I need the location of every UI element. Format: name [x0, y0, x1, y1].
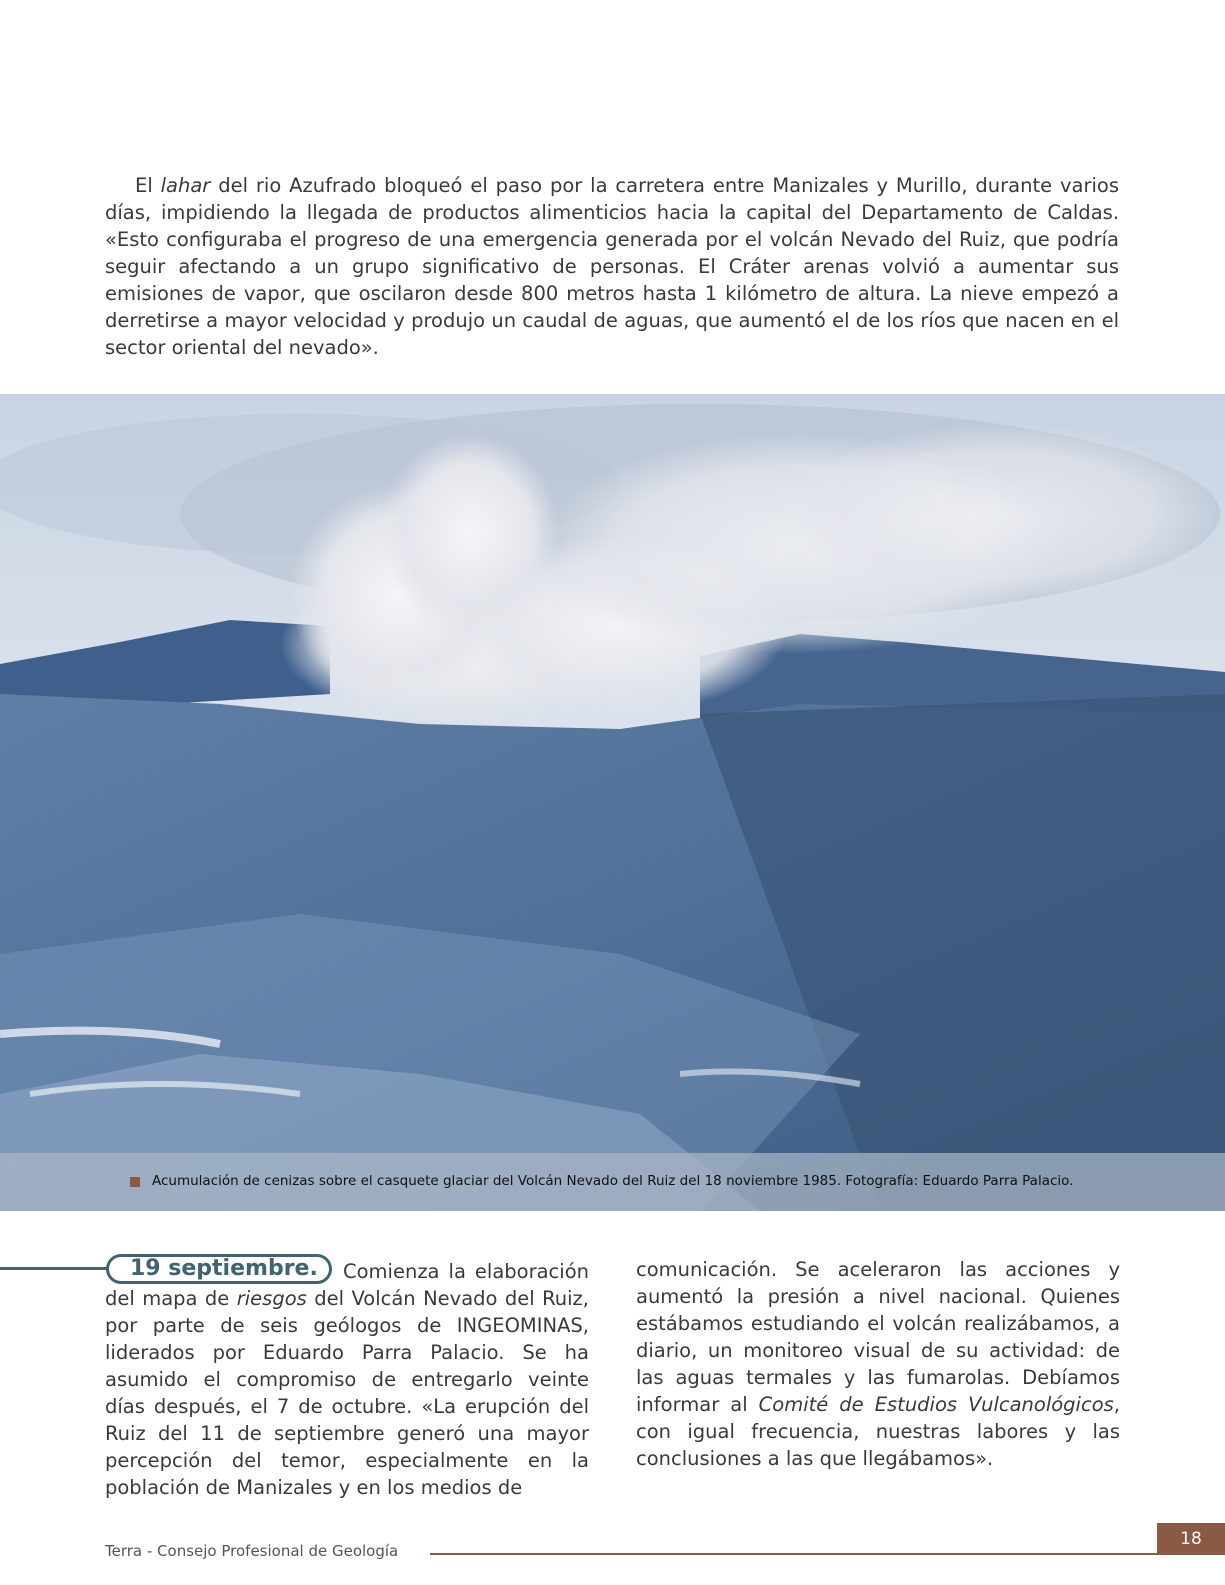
caption-bullet	[130, 1177, 140, 1187]
right-text-rest: , con igual frecuencia, nuestras labores y las conclusiones a las que llegábamos».	[636, 1393, 1120, 1470]
footer-publication: Terra - Consejo Profesional de Geología	[105, 1542, 399, 1560]
volcano-photo	[0, 394, 1225, 1211]
left-emphasis: riesgos	[236, 1287, 307, 1310]
intro-paragraph	[105, 172, 1119, 361]
left-text-rest: del Volcán Nevado del Ruiz, por parte de seis geólogos de INGEOMINAS, liderados por Eduardo Parra Palacio. Se ha asumido el compromiso de entregarlo veinte días después, el 7 de octubre. «La erupción del Ruiz del 11 de septiembre generó una mayor percepción del temor, especialmente en la población de Manizales y en los medios de	[105, 1287, 589, 1499]
right-text-start: comunicación. Se aceleraron las acciones y aumentó la presión a nivel nacional. Quienes estábamos estudiando el volcán realizábamos, a diario, un monitoreo visual de su actividad: de las aguas termales y las fumarolas. Debíamos informar al	[636, 1258, 1120, 1416]
right-column-text	[636, 1256, 1120, 1472]
page-number: 18	[1180, 1529, 1202, 1549]
footer-rule	[430, 1553, 1157, 1555]
left-text-start: Comienza la elaboración del mapa de	[105, 1260, 589, 1310]
photo-caption: Acumulación de cenizas sobre el casquete glaciar del Volcán Nevado del Ruiz del 18 noviembre 1985. Fotografía: Eduardo Parra Palacio.	[152, 1173, 1074, 1189]
intro-emphasis: lahar	[160, 174, 211, 197]
right-emphasis: Comité de Estudios Vulcanológicos	[758, 1393, 1114, 1416]
left-column-text	[105, 1258, 589, 1501]
date-heading: 19 septiembre.	[130, 1256, 318, 1281]
intro-text-rest: del rio Azufrado bloqueó el paso por la carretera entre Manizales y Murillo, durante varios días, impidiendo la llegada de productos alimenticios hacia la capital del Departamento de Caldas. «Esto configuraba el progreso de una emergencia generada por el volcán Nevado del Ruiz, que podría seguir afectando a un grupo significativo de personas. El Cráter arenas volvió a aumentar sus emisiones de vapor, que oscilaron desde 800 metros hasta 1 kilómetro de altura. La nieve empezó a derretirse a mayor velocidad y produjo un caudal de aguas, que aumentó el de los ríos que nacen en el sector oriental del nevado».	[105, 174, 1119, 359]
date-connector-line	[0, 1267, 108, 1270]
intro-text-start: El	[135, 174, 161, 197]
